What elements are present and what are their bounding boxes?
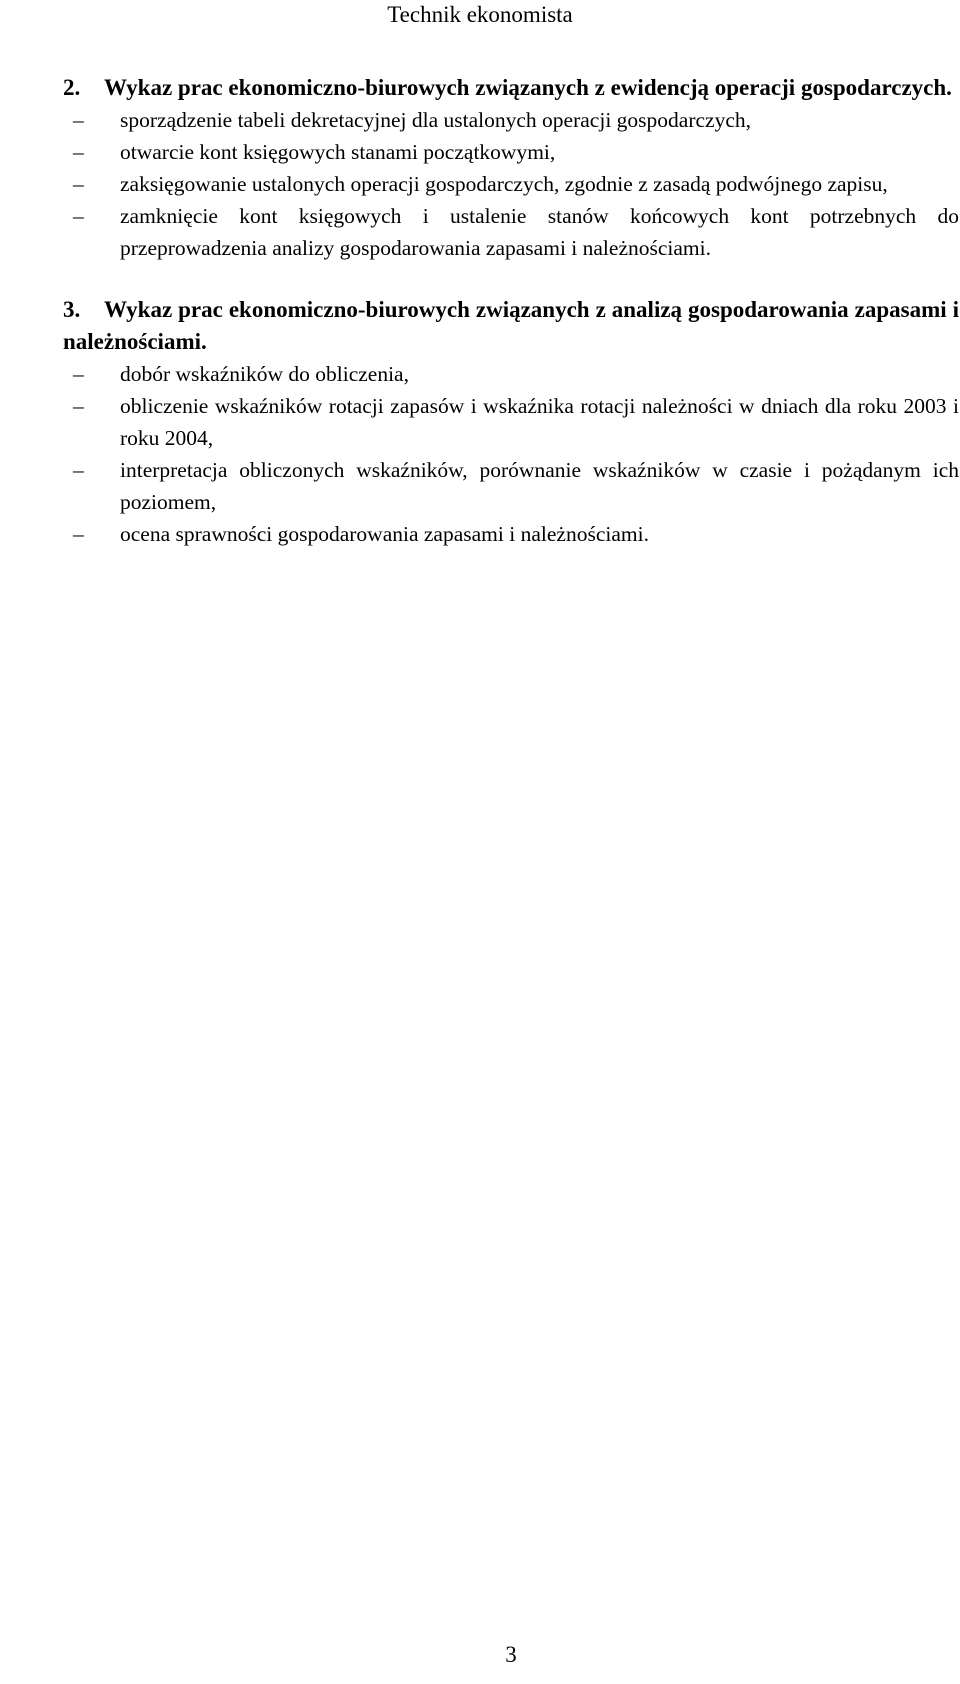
document-body bbox=[63, 72, 959, 580]
section-2 bbox=[63, 72, 959, 264]
dash-bullet: – bbox=[73, 362, 84, 386]
dash-bullet: – bbox=[73, 522, 84, 546]
item-list bbox=[63, 104, 959, 264]
list-item bbox=[63, 390, 959, 454]
dash-bullet: – bbox=[73, 458, 84, 482]
item-list bbox=[63, 358, 959, 550]
section-heading bbox=[63, 72, 959, 104]
list-item-text: zamknięcie kont księgowych i ustalenie stanów końcowych kont potrzebnych do przeprowadzenia analizy gospodarowania zapasami i należnościami. bbox=[120, 204, 959, 260]
section-number: 3. bbox=[63, 297, 81, 322]
dash-bullet: – bbox=[73, 172, 84, 196]
list-item bbox=[63, 358, 959, 390]
list-item bbox=[63, 104, 959, 136]
dash-bullet: – bbox=[73, 108, 84, 132]
section-3 bbox=[63, 294, 959, 550]
dash-bullet: – bbox=[73, 204, 84, 228]
list-item bbox=[63, 136, 959, 168]
list-item-text: obliczenie wskaźników rotacji zapasów i wskaźnika rotacji należności w dniach dla roku 2003 i roku 2004, bbox=[120, 394, 959, 450]
section-title: Wykaz prac ekonomiczno-biurowych związanych z ewidencją operacji gospodarczych. bbox=[104, 75, 952, 100]
page-header bbox=[0, 0, 960, 30]
list-item-text: zaksięgowanie ustalonych operacji gospodarczych, zgodnie z zasadą podwójnego zapisu, bbox=[120, 172, 888, 196]
list-item-text: dobór wskaźników do obliczenia, bbox=[120, 362, 409, 386]
section-heading bbox=[63, 294, 959, 358]
page-number: 3 bbox=[505, 1642, 517, 1667]
list-item bbox=[63, 168, 959, 200]
list-item bbox=[63, 518, 959, 550]
section-title: Wykaz prac ekonomiczno-biurowych związanych z analizą gospodarowania zapasami i należnościami. bbox=[63, 297, 959, 354]
list-item-text: interpretacja obliczonych wskaźników, porównanie wskaźników w czasie i pożądanym ich poziomem, bbox=[120, 458, 959, 514]
dash-bullet: – bbox=[73, 140, 84, 164]
list-item-text: ocena sprawności gospodarowania zapasami i należnościami. bbox=[120, 522, 649, 546]
document-title: Technik ekonomista bbox=[387, 2, 573, 27]
dash-bullet: – bbox=[73, 394, 84, 418]
section-number: 2. bbox=[63, 75, 81, 100]
list-item bbox=[63, 200, 959, 264]
list-item bbox=[63, 454, 959, 518]
list-item-text: sporządzenie tabeli dekretacyjnej dla ustalonych operacji gospodarczych, bbox=[120, 108, 751, 132]
list-item-text: otwarcie kont księgowych stanami początkowymi, bbox=[120, 140, 556, 164]
